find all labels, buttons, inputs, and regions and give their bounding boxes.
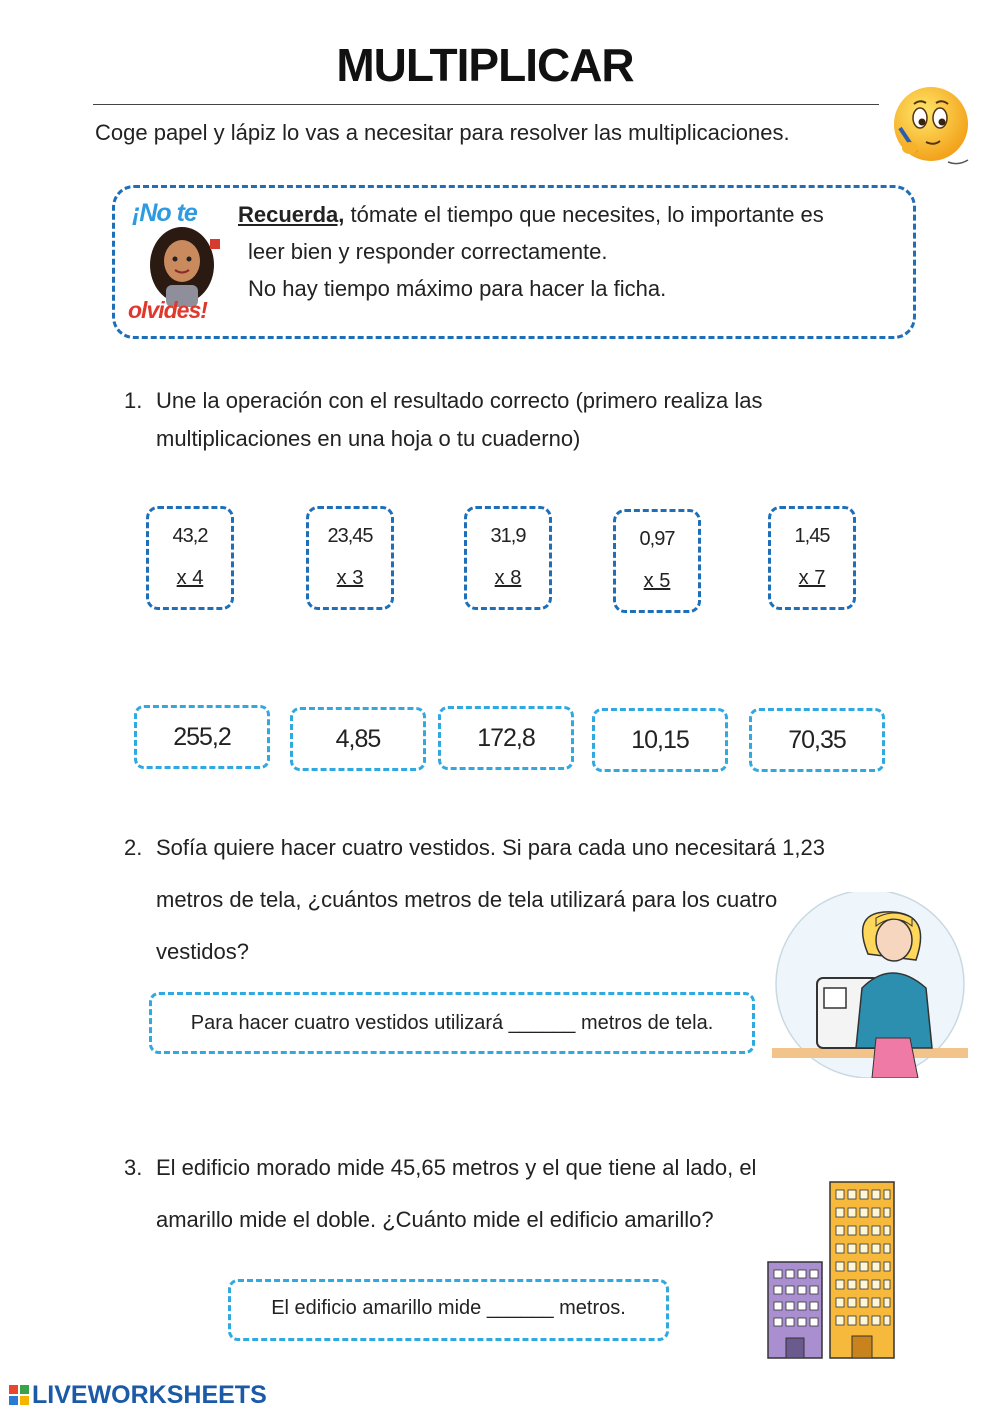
footer-brand [8, 1381, 267, 1410]
question-2-line-3: vestidos? [156, 939, 249, 964]
reminder-label: Recuerda, [238, 202, 345, 227]
operation-multiplicand: 31,9 [490, 525, 526, 547]
question-3-line-2: amarillo mide el doble. ¿Cuánto mide el edificio amarillo? [156, 1207, 714, 1232]
intro-text: Coge papel y lápiz lo vas a necesitar para resolver las multiplicaciones. [95, 120, 790, 145]
liveworksheets-logo-icon [8, 1384, 30, 1406]
operation-multiplicand: 1,45 [794, 525, 830, 547]
reminder-line-1-text: tómate el tiempo que necesites, lo importante es [350, 202, 824, 227]
operation-box[interactable] [768, 506, 856, 610]
result-box[interactable]: 70,35 [749, 708, 885, 772]
answer-box-q2[interactable]: Para hacer cuatro vestidos utilizará ______ metros de tela. [149, 992, 755, 1054]
operation-multiplier: x 8 [494, 567, 522, 589]
page-title: MULTIPLICAR [336, 39, 634, 91]
reminder-line-2: leer bien y responder correctamente. [248, 239, 608, 264]
seamstress-illustration-icon [772, 892, 972, 1078]
badge-top-text: ¡No te [132, 199, 197, 227]
result-box[interactable]: 4,85 [290, 707, 426, 771]
operation-box[interactable] [306, 506, 394, 610]
operation-multiplicand: 43,2 [172, 525, 208, 547]
question-3-line-1: El edificio morado mide 45,65 metros y el que tiene al lado, el [156, 1155, 757, 1180]
question-3-number: 3. [124, 1155, 143, 1180]
question-2-number: 2. [124, 835, 143, 860]
operation-multiplicand: 0,97 [639, 528, 675, 550]
operation-multiplier: x 7 [798, 567, 826, 589]
operation-multiplicand: 23,45 [327, 525, 373, 547]
question-2-line-1: Sofía quiere hacer cuatro vestidos. Si para cada uno necesitará 1,23 [156, 835, 825, 860]
footer-text: LIVEWORKSHEETS [32, 1381, 267, 1409]
result-box[interactable]: 172,8 [438, 706, 574, 770]
thinking-emoji-icon [886, 82, 976, 172]
question-1-line-1: Une la operación con el resultado correcto (primero realiza las [156, 388, 763, 413]
reminder-line-1 [238, 196, 898, 233]
question-2-line-2: metros de tela, ¿cuántos metros de tela utilizará para los cuatro [156, 887, 778, 912]
title-divider [93, 104, 879, 105]
result-box[interactable]: 255,2 [134, 705, 270, 769]
result-box[interactable]: 10,15 [592, 708, 728, 772]
question-1-number: 1. [124, 388, 143, 413]
operation-multiplier: x 5 [643, 570, 671, 592]
question-1 [124, 382, 894, 458]
operation-box[interactable] [464, 506, 552, 610]
buildings-illustration-icon [764, 1178, 898, 1360]
reminder-badge [128, 193, 236, 329]
operation-box[interactable] [613, 509, 701, 613]
operation-multiplier: x 4 [176, 567, 204, 589]
operation-box[interactable] [146, 506, 234, 610]
question-1-line-2: multiplicaciones en una hoja o tu cuaderno) [156, 426, 581, 451]
badge-bottom-text: olvides! [128, 297, 207, 323]
reminder-line-3: No hay tiempo máximo para hacer la ficha. [248, 276, 667, 301]
reminder-text [238, 196, 898, 307]
answer-box-q3[interactable]: El edificio amarillo mide ______ metros. [228, 1279, 669, 1341]
operation-multiplier: x 3 [336, 567, 364, 589]
